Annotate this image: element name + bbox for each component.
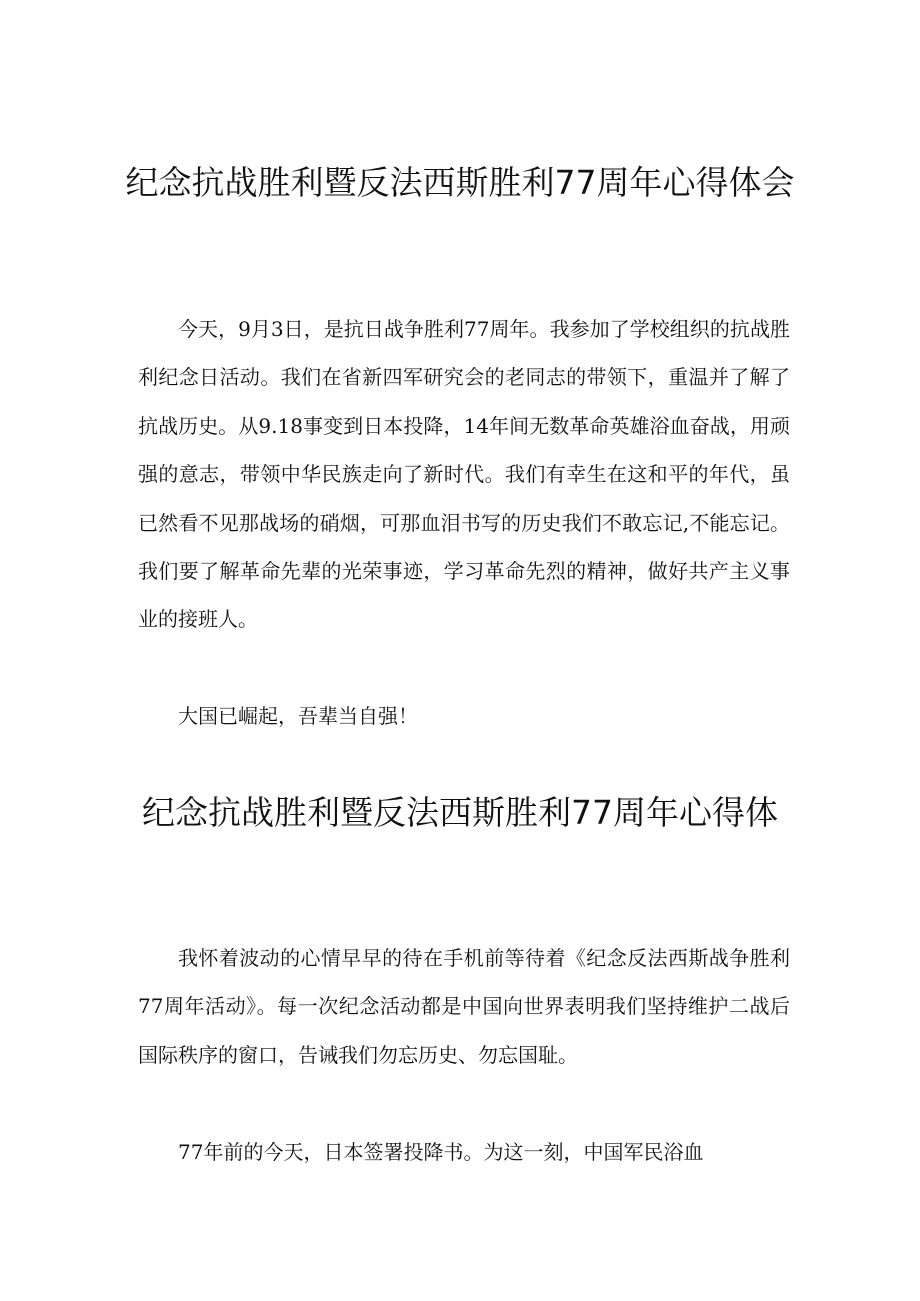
article-2-paragraph-2: 77年前的今天，日本签署投降书。为这一刻，中国军民浴血 (178, 1140, 704, 1164)
article-1-paragraph-1: 今天，9月3日，是抗日战争胜利77周年。我参加了学校组织的抗战胜利纪念日活动。我们在省新四军研究会的老同志的带领下，重温并了解了抗战历史。从9.18事变到日本投降，14年间无数革命英雄浴血奋战，用顽强的意志，带领中华民族走向了新时代。我们有幸生在这和平的年代，虽已然看不见那战场的硝烟，可那血泪书写的历史我们不敢忘记,不能忘记。我们要了解革命先辈的光荣事迹，学习革命先烈的精神，做好共产主义事业的接班人。 (138, 317, 790, 632)
article-1-paragraph-2: 大国已崛起，吾辈当自强！ (178, 704, 418, 728)
article-2-paragraph-1: 我怀着波动的心情早早的待在手机前等待着《纪念反法西斯战争胜利77周年活动》。每一次纪念活动都是中国向世界表明我们坚持维护二战后国际秩序的窗口，告诫我们勿忘历史、勿忘国耻。 (138, 946, 790, 1067)
article-title-2: 纪念抗战胜利暨反法西斯胜利77周年心得体 (142, 793, 778, 832)
article-title-1: 纪念抗战胜利暨反法西斯胜利77周年心得体会 (125, 163, 795, 202)
